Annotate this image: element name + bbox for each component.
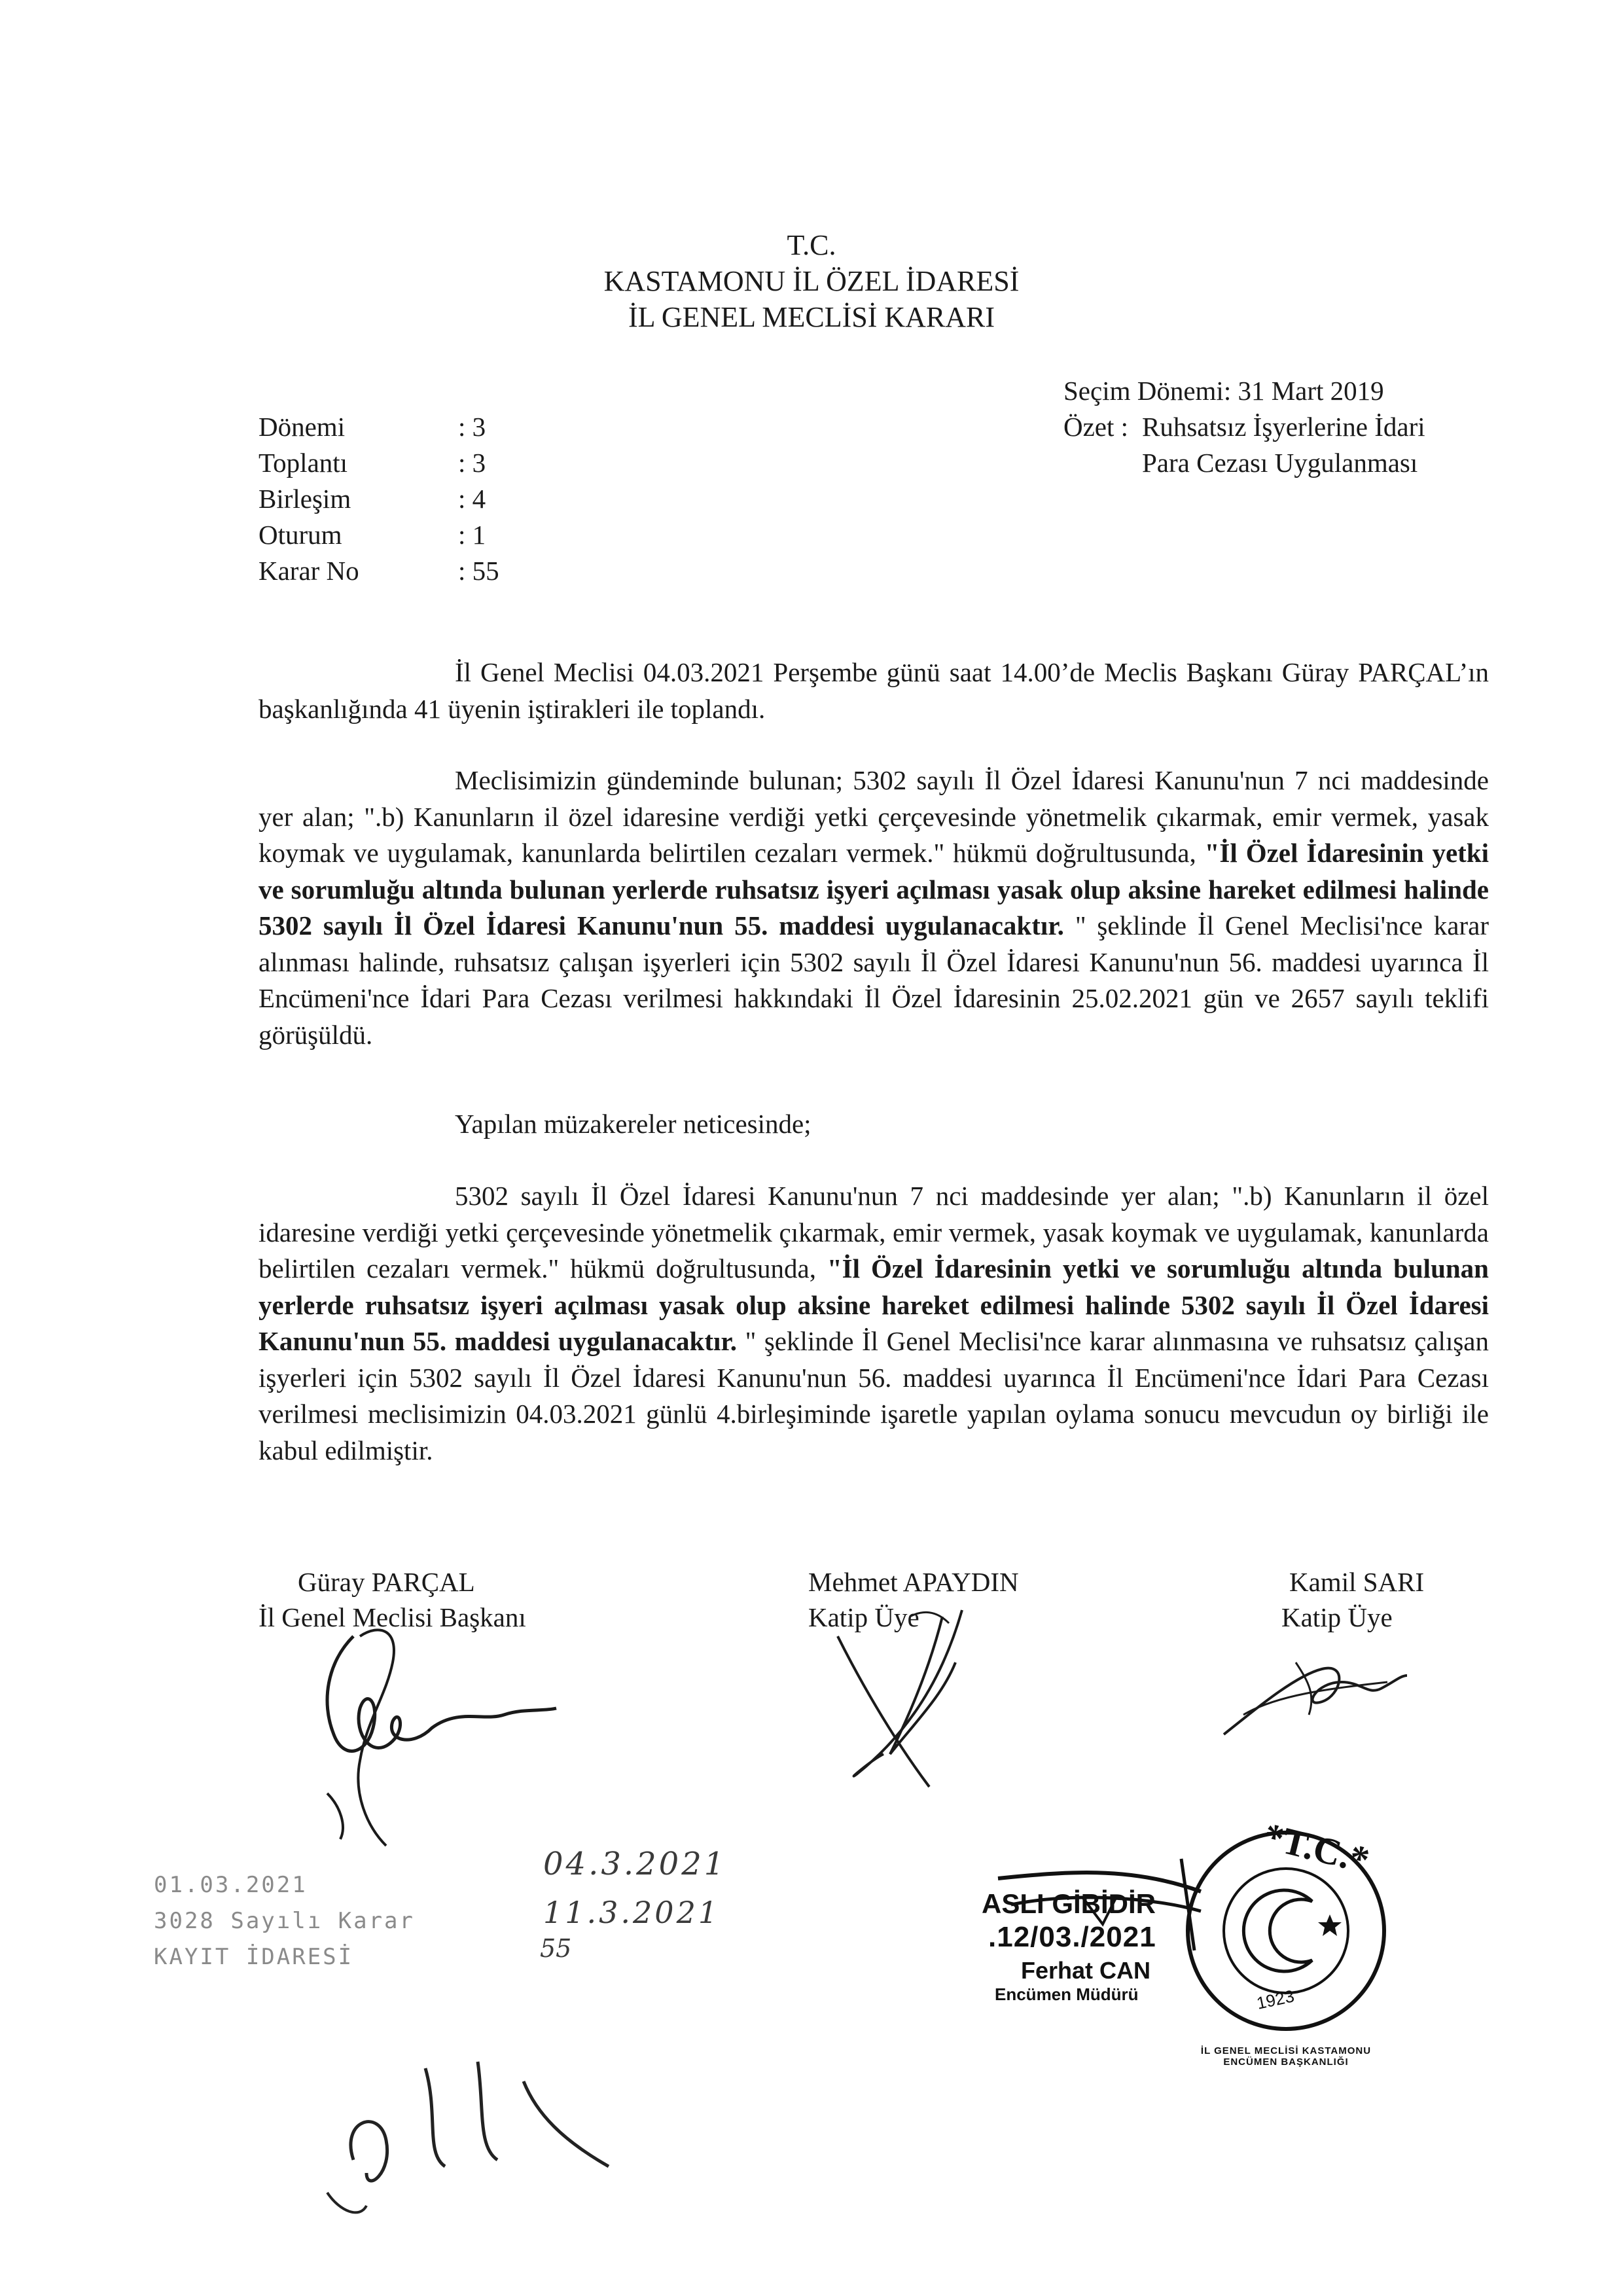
faded-stamp-line-2: 3028 Sayılı Karar: [154, 1908, 415, 1934]
seal-year: 1923: [1255, 1986, 1296, 2013]
karar-no-label: Karar No: [259, 556, 359, 586]
faded-stamp-line-3: KAYIT İDARESİ: [154, 1944, 354, 1970]
initials-scribble: [327, 2042, 668, 2225]
seal-top-text: *T.C.*: [1259, 1814, 1374, 1882]
paragraph-deliberation: Yapılan müzakereler neticesinde;: [455, 1109, 812, 1139]
secretary-1-signature: [818, 1604, 988, 1800]
paragraph-agenda-bold: "İl Özel İdaresinin yetki ve sorumluğu altında bulunan yerlerde ruhsatsız işyeri açılması yasak olup aksine hareket edilmesi halinde 5302 sayılı İl Özel İdaresi Kanunu'nun 55. maddesi uygulanacaktır.: [259, 838, 1489, 941]
header-republic: T.C.: [787, 229, 836, 261]
president-name: Güray PARÇAL: [298, 1567, 475, 1597]
handwritten-date-2: 11.3.2021: [543, 1895, 721, 1930]
toplanti-value: : 3: [458, 448, 486, 478]
seal-ring-text: İL GENEL MECLİSİ KASTAMONU ENCÜMEN BAŞKANLIĞI: [1200, 2045, 1372, 2068]
secretary-2-signature: [1217, 1636, 1414, 1741]
header-institution: KASTAMONU İL ÖZEL İDARESİ: [603, 265, 1020, 297]
paragraph-agenda-text: Meclisimizin gündeminde bulunan; 5302 sayılı İl Özel İdaresi Kanunu'nun 7 nci maddesinde yer alan; ".b) Kanunların il özel idaresine verdiği yetki çerçevesinde yönetmelik çıkarmak, emir vermek, yasak koymak ve uygulamak, kanunlarda belirtilen cezaları vermek." hükmü doğrultusunda,: [259, 765, 1489, 868]
president-signature: [288, 1610, 563, 1859]
paragraph-decision-end: " şeklinde İl Genel Meclisi'nce karar alınmasına ve ruhsatsız çalışan işyerleri için 5302 sayılı İl Özel İdaresi Kanunu'nun 56. maddesi uyarınca İl Encümeni'nce İdari Para Cezası verilmesi meclisimizin 04.03.2021 günlü 4.birleşiminde işaretle yapılan oylama sonucu mevcudun oy birliği ile kabul edilmiştir.: [259, 1326, 1489, 1465]
paragraph-decision-text: 5302 sayılı İl Özel İdaresi Kanunu'nun 7 nci maddesinde yer alan; ".b) Kanunların il özel idaresine verdiği yetki çerçevesinde yönetmelik çıkarmak, emir vermek, yasak koymak ve uygulamak, kanunlarda belirtilen cezaları vermek." hükmü doğrultusunda,: [259, 1181, 1489, 1283]
secretary-2-title: Katip Üye: [1281, 1602, 1393, 1632]
toplanti-label: Toplantı: [259, 448, 348, 478]
birlesim-value: : 4: [458, 484, 486, 514]
oturum-label: Oturum: [259, 520, 342, 550]
stamp-officer-name: Ferhat CAN: [1021, 1957, 1151, 1984]
body-paragraph-4: [259, 1178, 1489, 1469]
secim-donemi: Seçim Dönemi: 31 Mart 2019: [1063, 376, 1384, 406]
star-icon: [1318, 1914, 1342, 1936]
president-title: İl Genel Meclisi Başkanı: [259, 1602, 526, 1632]
ozet-label: Özet :: [1063, 412, 1129, 442]
ozet-line-2: Para Cezası Uygulanması: [1142, 448, 1418, 478]
secretary-2-name: Kamil SARI: [1289, 1567, 1425, 1597]
header-document-type: İL GENEL MECLİSİ KARARI: [628, 301, 995, 333]
secretary-1-title: Katip Üye: [808, 1602, 919, 1632]
paragraph-agenda-end: " şeklinde İl Genel Meclisi'nce karar alınması halinde, ruhsatsız çalışan işyerleri için 5302 sayılı İl Özel İdaresi Kanunu'nun 56. maddesi uyarınca İl Encümeni'nce İdari Para Cezası verilmesi hakkındaki İl Özel İdaresinin 25.02.2021 gün ve 2657 sayılı teklifi görüşüldü.: [259, 910, 1489, 1050]
handwritten-date-1: 04.3.2021: [543, 1846, 727, 1882]
donemi-value: : 3: [458, 412, 486, 442]
stamp-date: .12/03./2021: [988, 1921, 1156, 1953]
stamp-asli-gibidir: ASLI GİBİDİR: [982, 1888, 1156, 1919]
donemi-label: Dönemi: [259, 412, 346, 442]
body-paragraph-3: [259, 1106, 1489, 1143]
ozet-line-1: Ruhsatsız İşyerlerine İdari: [1142, 412, 1425, 442]
paragraph-decision-bold: "İl Özel İdaresinin yetki ve sorumluğu altında bulunan yerlerde ruhsatsız işyeri açılması yasak olup aksine hareket edilmesi halinde 5302 sayılı İl Özel İdaresi Kanunu'nun 55. maddesi uygulanacaktır.: [259, 1253, 1489, 1356]
body-paragraph-1: [259, 655, 1489, 727]
karar-no-value: : 55: [458, 556, 499, 586]
faded-stamp-line-1: 01.03.2021: [154, 1872, 308, 1898]
handwritten-number: 55: [540, 1934, 572, 1963]
secretary-1-name: Mehmet APAYDIN: [808, 1567, 1019, 1597]
paragraph-opening: İl Genel Meclisi 04.03.2021 Perşembe günü saat 14.00’de Meclis Başkanı Güray PARÇAL’ın başkanlığında 41 üyenin iştirakleri ile toplandı.: [259, 657, 1489, 724]
oturum-value: : 1: [458, 520, 486, 550]
body-paragraph-2: [259, 762, 1489, 1053]
crescent-icon: [1243, 1890, 1312, 1971]
stamp-officer-title: Encümen Müdürü: [995, 1984, 1139, 2004]
birlesim-label: Birleşim: [259, 484, 351, 514]
